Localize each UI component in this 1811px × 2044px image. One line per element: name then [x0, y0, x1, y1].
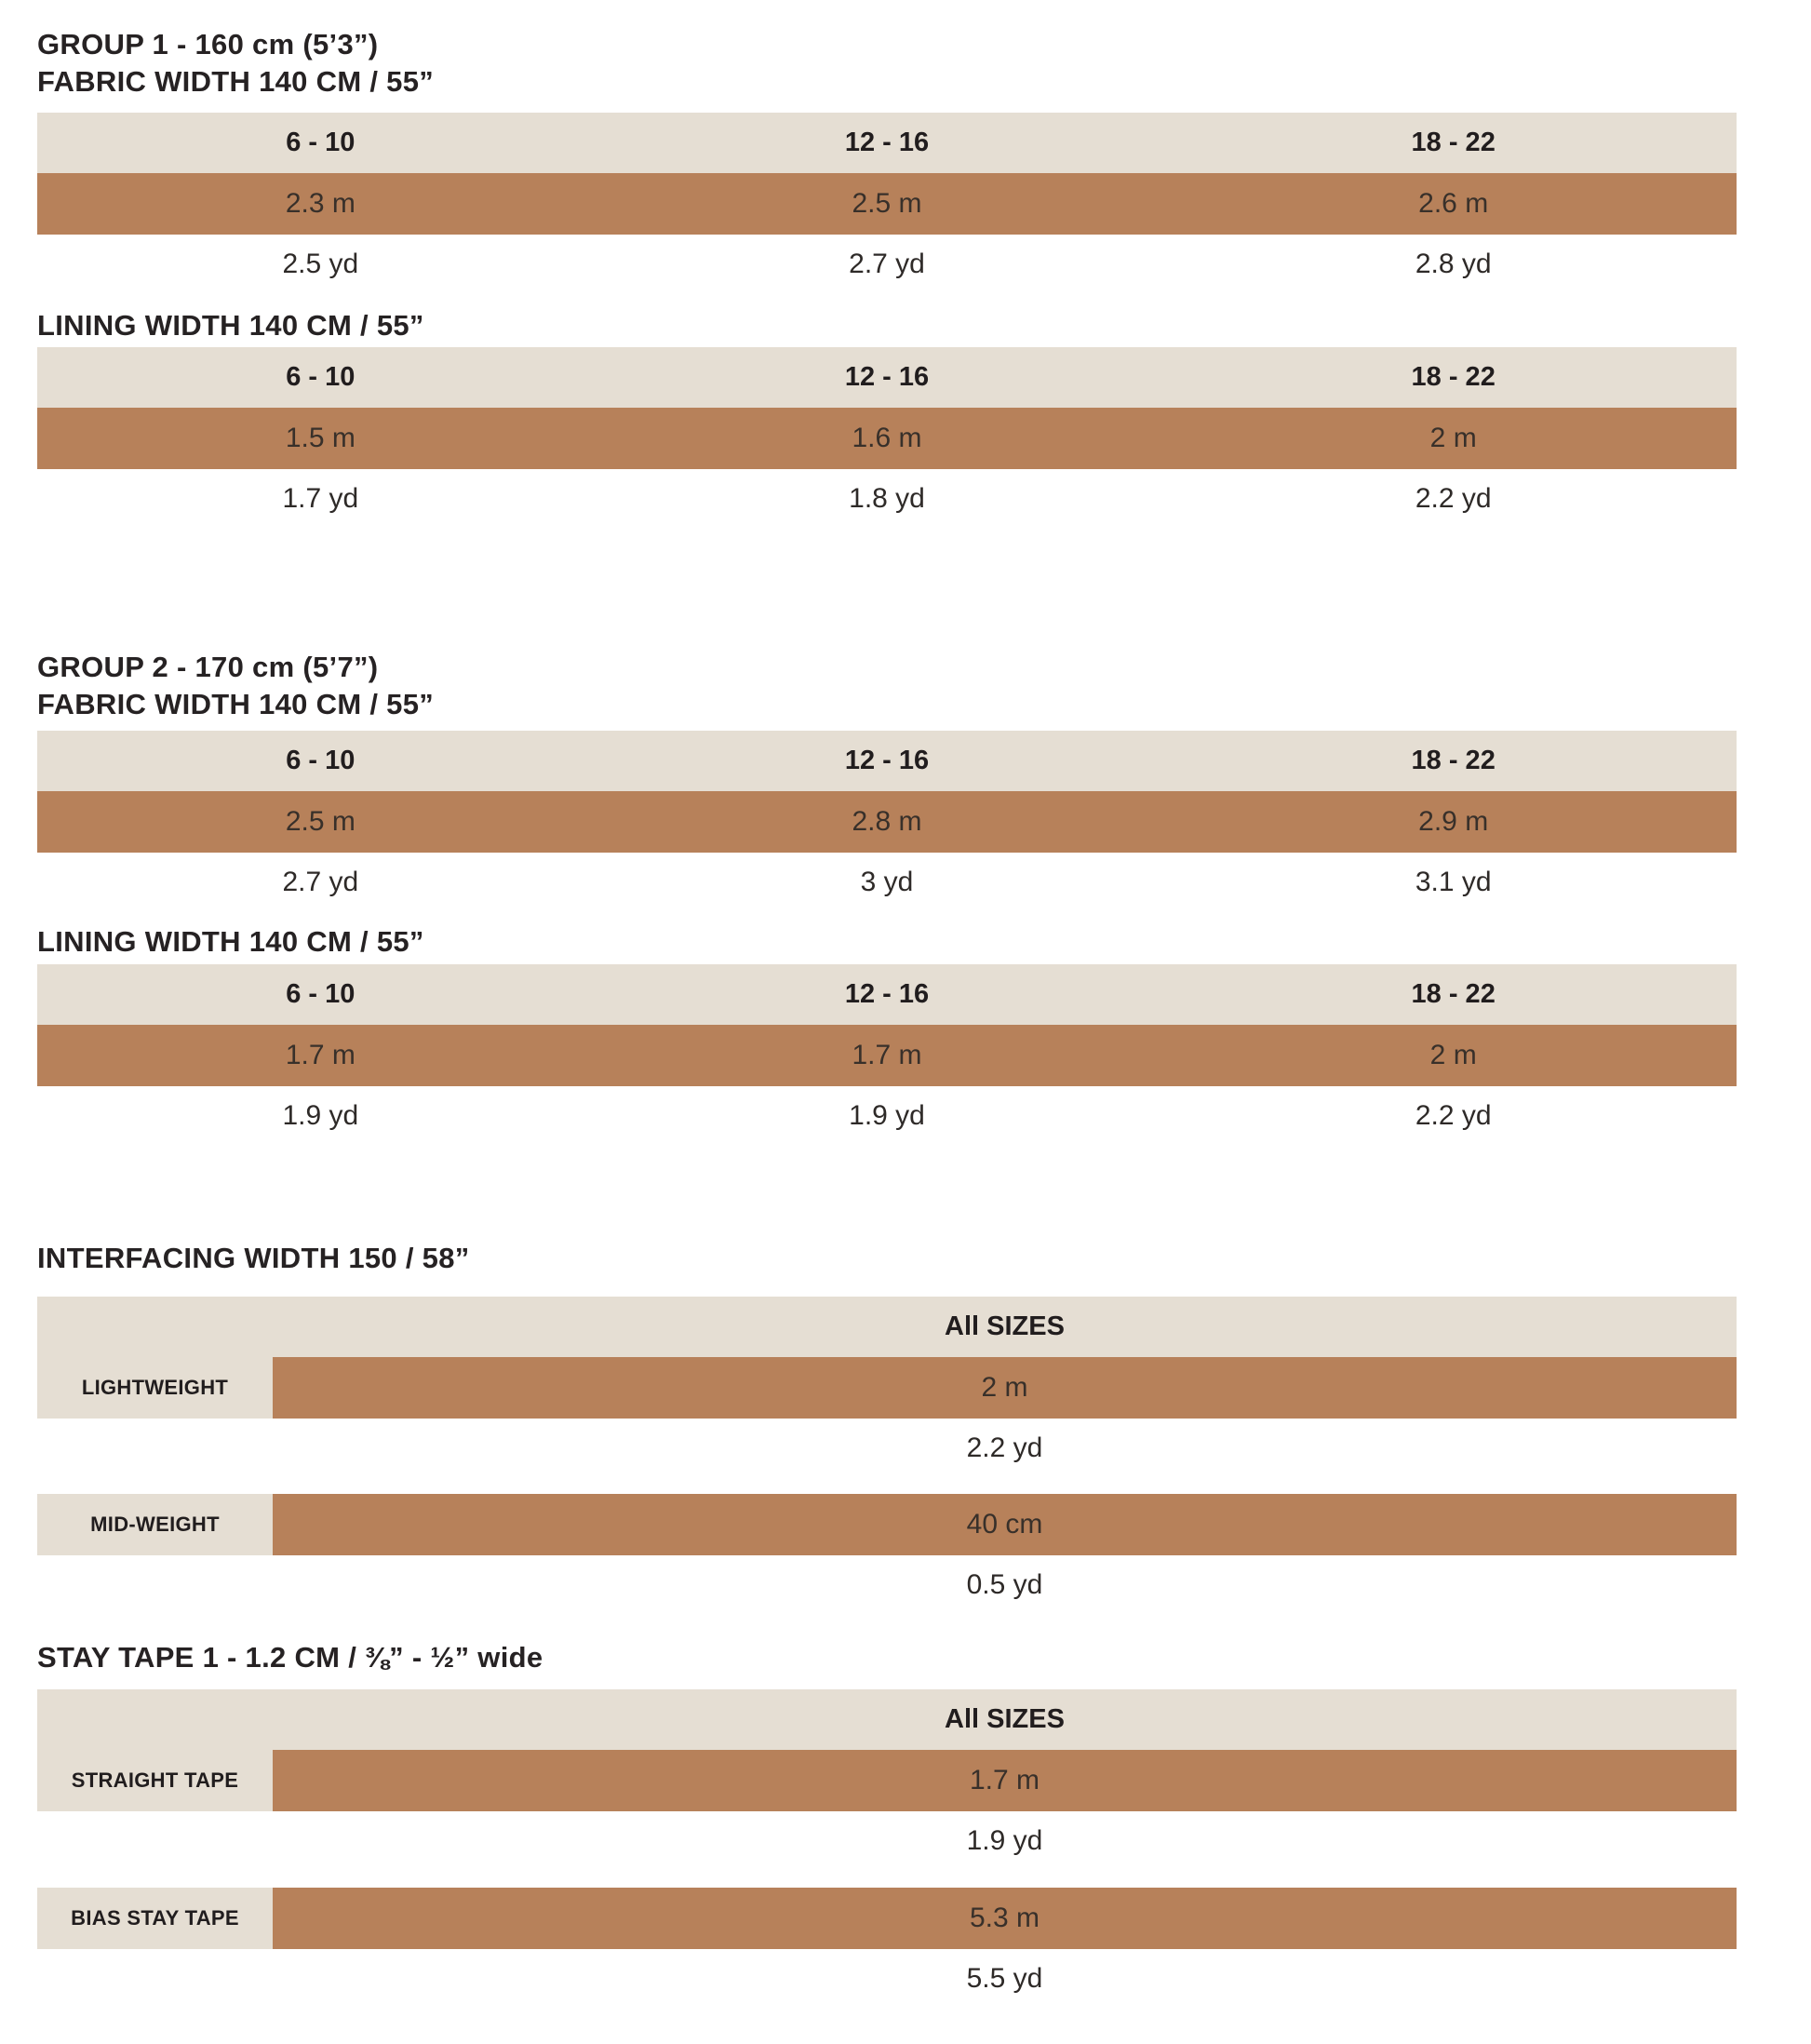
group-1-fabric-table [37, 113, 1737, 294]
yards-value-line: 5.5 yd [966, 1963, 1043, 1994]
group-2-fabric-width-subtitle: FABRIC WIDTH 140 CM / 55” [37, 688, 435, 720]
interfacing-row-lightweight [37, 1357, 1737, 1419]
yards-value-cell: 1.7 yd [282, 483, 359, 514]
meters-value-cell: 1.5 m [285, 423, 355, 453]
group-1-title-line1: GROUP 1 - 160 cm (5’3”) [37, 28, 379, 61]
size-header-cell-12-16: 12 - 16 [844, 746, 930, 775]
meters-value-cell: 2.3 m [285, 188, 355, 219]
size-header-row [37, 731, 1737, 791]
yards-value-cell: 2.7 yd [282, 867, 359, 897]
meters-value-bar: 40 cm [273, 1494, 1737, 1555]
yards-value-cell: 3.1 yd [1415, 867, 1492, 897]
yards-row [37, 235, 1737, 294]
all-sizes-header-label: All SIZES [945, 1704, 1065, 1734]
header-label-spacer [37, 1297, 273, 1357]
meters-value-cell: 1.7 m [285, 1040, 355, 1070]
row-label-mid-weight: MID-WEIGHT [37, 1494, 273, 1555]
header-label-spacer [37, 1689, 273, 1750]
group-2-title-line1: GROUP 2 - 170 cm (5’7”) [37, 651, 379, 683]
yards-value-line: 0.5 yd [966, 1569, 1043, 1600]
yards-row [37, 853, 1737, 912]
group-1-fabric-width-subtitle: FABRIC WIDTH 140 CM / 55” [37, 65, 435, 98]
row-label-bias-stay-tape: BIAS STAY TAPE [37, 1888, 273, 1949]
group-1-lining-width-title: LINING WIDTH 140 CM / 55” [37, 309, 424, 342]
meters-value-bar: 5.3 m [273, 1888, 1737, 1949]
group-2-fabric-table [37, 731, 1737, 912]
meters-value-cell: 2 m [1429, 1040, 1477, 1070]
meters-value-bar: 2 m [273, 1357, 1737, 1419]
group-2-lining-table [37, 964, 1737, 1146]
meters-value-cell: 2.6 m [1418, 188, 1489, 219]
yards-value-cell: 1.9 yd [849, 1100, 925, 1131]
yards-value-cell: 2.7 yd [849, 249, 925, 279]
meters-row [37, 1025, 1737, 1086]
row-label-straight-tape: STRAIGHT TAPE [37, 1750, 273, 1811]
group-2-section [37, 649, 1737, 1146]
stay-tape-row-straight-tape [37, 1750, 1737, 1811]
yards-value-cell: 2.5 yd [282, 249, 359, 279]
yards-value-line: 1.9 yd [966, 1825, 1043, 1856]
stay-tape-title: STAY TAPE 1 - 1.2 CM / ⅜” - ½” wide [37, 1641, 543, 1674]
yards-value-cell: 2.2 yd [1415, 483, 1492, 514]
interfacing-row-mid-weight [37, 1494, 1737, 1555]
size-header-cell-12-16: 12 - 16 [844, 362, 930, 392]
stay-tape-section [37, 1639, 1737, 2009]
size-header-row [37, 113, 1737, 173]
yards-value-cell: 1.9 yd [282, 1100, 359, 1131]
meters-row [37, 791, 1737, 853]
interfacing-section [37, 1240, 1737, 1615]
size-header-cell-12-16: 12 - 16 [844, 128, 930, 157]
stay-tape-row-bias-stay-tape [37, 1888, 1737, 1949]
size-header-cell-18-22: 18 - 22 [1411, 979, 1496, 1009]
meters-value-cell: 1.6 m [852, 423, 922, 453]
interfacing-title: INTERFACING WIDTH 150 / 58” [37, 1242, 470, 1274]
all-sizes-header-label: All SIZES [945, 1311, 1065, 1341]
size-header-cell-18-22: 18 - 22 [1411, 746, 1496, 775]
size-header-cell-18-22: 18 - 22 [1411, 128, 1496, 157]
size-header-cell-6-10: 6 - 10 [286, 979, 355, 1009]
yards-value-cell: 3 yd [860, 867, 914, 897]
yards-value-cell: 2.8 yd [1415, 249, 1492, 279]
stay-tape-all-sizes-header [37, 1689, 1737, 1750]
interfacing-all-sizes-header [37, 1297, 1737, 1357]
group-1-section [37, 26, 1737, 529]
meters-value-cell: 1.7 m [852, 1040, 922, 1070]
group-2-lining-width-title: LINING WIDTH 140 CM / 55” [37, 925, 424, 958]
size-header-cell-12-16: 12 - 16 [844, 979, 930, 1009]
size-header-cell-6-10: 6 - 10 [286, 746, 355, 775]
meters-value-cell: 2.5 m [285, 806, 355, 837]
meters-value-cell: 2.9 m [1418, 806, 1489, 837]
group-1-title [37, 26, 1737, 101]
yards-value-cell: 1.8 yd [849, 483, 925, 514]
yards-value-cell: 2.2 yd [1415, 1100, 1492, 1131]
size-header-cell-6-10: 6 - 10 [286, 362, 355, 392]
row-label-lightweight: LIGHTWEIGHT [37, 1357, 273, 1419]
meters-value-cell: 2.5 m [852, 188, 922, 219]
meters-value-cell: 2.8 m [852, 806, 922, 837]
meters-row [37, 173, 1737, 235]
meters-row [37, 408, 1737, 469]
yards-row [37, 1086, 1737, 1146]
size-header-cell-18-22: 18 - 22 [1411, 362, 1496, 392]
group-1-lining-table [37, 347, 1737, 529]
yards-row [37, 469, 1737, 529]
meters-value-bar: 1.7 m [273, 1750, 1737, 1811]
group-2-title [37, 649, 1737, 723]
size-header-row [37, 347, 1737, 408]
yards-value-line: 2.2 yd [966, 1432, 1043, 1463]
size-header-cell-6-10: 6 - 10 [286, 128, 355, 157]
meters-value-cell: 2 m [1429, 423, 1477, 453]
size-header-row [37, 964, 1737, 1025]
